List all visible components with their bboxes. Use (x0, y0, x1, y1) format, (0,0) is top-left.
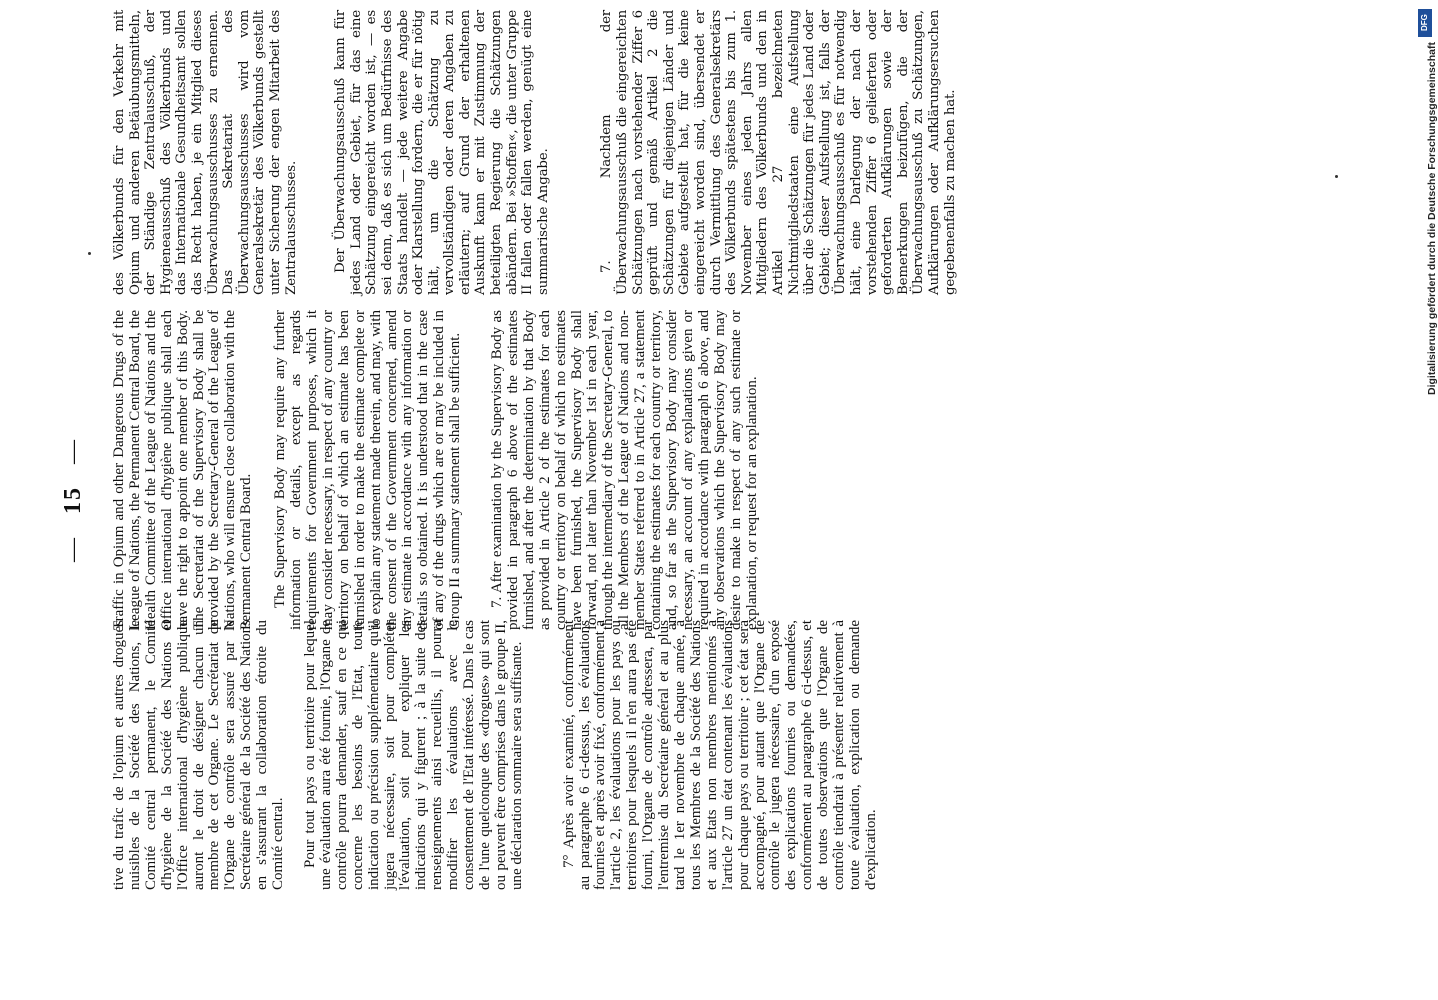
rotated-page (60, 0, 1350, 1000)
margin-credit-text: Digitalisierung gefördert durch die Deutsche Forschungsgemeinschaft (1426, 42, 1438, 395)
paragraph-french-3: 7° Après avoir examiné, conformément au paragraphe 6 ci-dessus, les évaluations fournies et après avoir fixé, conformément à l'article 2, les évaluations pour les pays ou territoires pour lesquels il n'en aura pas été fourni, l'Organe de contrôle adressera, par l'entremise du Secrétaire général et au plus tard le 1er novembre de chaque année, à tous les Membres de la Société des Nations et aux Etats non membres mentionnés à l'article 27 un état contenant les évaluations pour chaque pays ou territoire ; cet état sera accompagné, pour autant que l'Organe de contrôle le jugera nécessaire, d'un exposé des explications fournies ou demandées, conformément au paragraphe 6 ci-dessus, et de toutes observations que l'Organe de contrôle tiendrait à présenter relativement à toute évaluation, explication ou demande d'explication. (560, 620, 879, 890)
paragraph-english-2: The Supervisory Body may require any further information or details, except as regards requirements for Government purposes, which it may consider necessary, in respect of any country or territory on behalf of which an estimate has been furnished in order to make the estimate complete or to explain any statement made therein, and may, with the consent of the Government concerned, amend any estimate in accordance with any information or details so obtained. It is understood that in the case of any of the drugs which are or may be included in Group II a summary statement shall be sufficient. (272, 310, 464, 630)
paragraph-german-1: des Völkerbunds für den Verkehr mit Opium und anderen Betäubungsmitteln, der Ständige Zentralausschuß, der Hygieneausschuß des Völkerbunds und das Internationale Gesundheitsamt sollen das Recht haben, je ein Mitglied dieses Überwachungsausschusses zu ernennen. Das Sekretariat des Überwachungsausschusses wird vom Generalsekretär des Völkerbunds gestellt unter Sicherung der engen Mitarbeit des Zentralausschusses. (112, 10, 299, 295)
column-french (112, 620, 880, 890)
page-number-line (60, 0, 87, 1000)
column-german (112, 10, 958, 295)
dfg-logo (1418, 9, 1432, 37)
scan-speck (88, 252, 91, 255)
paragraph-german-3: 7. Nachdem der Überwachungsausschuß die eingereichten Schätzungen nach vorstehender Ziffer 6 geprüft und gemäß Artikel 2 die Schätzungen für diejenigen Länder und Gebiete aufgestellt hat, für die keine eingereicht worden sind, übersendet er durch Vermittlung des Generalsekretärs des Völkerbunds spätestens bis zum 1. November eines jeden Jahrs allen Mitgliedern des Völkerbunds und den in Artikel 27 bezeichneten Nichtmitgliedstaaten eine Aufstellung über die Schätzungen für jedes Land oder Gebiet; dieser Aufstellung ist, falls der Überwachungsausschuß es für notwendig hält, eine Darlegung der nach der vorstehenden Ziffer 6 gelieferten oder geforderten Aufklärungen sowie der Bemerkungen beizufügen, die der Überwachungsausschuß zu Schätzungen, Aufklärungen oder Aufklärungsersuchen gegebenenfalls zu machen hat. (599, 10, 958, 295)
scan-speck (1335, 175, 1338, 178)
paragraph-german-2: Der Überwachungsausschuß kann für jedes Land oder Gebiet, für das eine Schätzung eingereicht worden ist, — es sei denn, daß es sich um Bedürfnisse des Staats handelt — jede weitere Angabe oder Klarstellung fordern, die er für nötig hält, um die Schätzung zu vervollständigen oder deren Angaben zu erläutern; auf Grund der erhaltenen Auskunft kann er mit Zustimmung der beteiligten Regierung die Schätzungen abändern. Bei »Stoffen«, die unter Gruppe II fallen oder fallen werden, genügt eine summarische Angabe. (333, 10, 551, 295)
paragraph-french-2: Pour tout pays ou territoire pour lequel une évaluation aura été fournie, l'Organe de contrôle pourra demander, sauf en ce qui concerne les besoins de l'Etat, toute indication ou précision supplémentaire qu'il jugera nécessaire, soit pour compléter l'évaluation, soit pour expliquer les indications qui y figurent ; à la suite des renseignements ainsi recueillis, il pourra modifier les évaluations avec le consentement de l'Etat intéressé. Dans le cas de l'une quelconque des «drogues» qui sont ou peuvent être comprises dans le groupe II, une déclaration sommaire sera suffisante. (301, 620, 525, 890)
paragraph-english-1: Traffic in Opium and other Dangerous Drugs of the League of Nations, the Permanent Central Board, the Health Committee of the League of Nations and the Office international d'hygiène publique shall each have the right to appoint one member of this Body. The Secretariat of the Supervisory Body shall be provided by the Secretary-General of the League of Nations, who will ensure close collaboration with the Permanent Central Board. (111, 310, 255, 630)
column-english (112, 310, 760, 630)
page-number: 15 (60, 486, 86, 514)
page-number-dash-left: — (60, 536, 86, 562)
dfg-logo-text: DFG (1420, 14, 1429, 31)
page-number-dash-right: — (60, 438, 86, 464)
paragraph-french-1: tive du trafic de l'opium et autres drogues nuisibles de la Société des Nations, le Comité central permanent, le Comité d'hygiène de la Société des Nations et l'Office international d'hygiène publique auront le droit de désigner chacun un membre de cet Organe. Le Secrétariat de l'Organe de contrôle sera assuré par le Secrétaire général de la Société des Nations en s'assurant la collaboration étroite du Comité central. (111, 620, 287, 890)
paragraph-english-3: 7. After examination by the Supervisory Body as provided in paragraph 6 above of the estimates furnished, and after the determination by that Body as provided in Article 2 of the estimates for each country or territory on behalf of which no estimates have been furnished, the Supervisory Body shall forward, not later than November 1st in each year, through the intermediary of the Secretary-General, to all the Members of the League of Nations and non-member States referred to in Article 27, a statement containing the estimates for each country or territory, and, so far as the Supervisory Body may consider necessary, an account of any explanations given or required in accordance with paragraph 6 above, and any observations which the Supervisory Body may desire to make in respect of any such estimate or explanation, or request for an explanation. (489, 310, 760, 630)
